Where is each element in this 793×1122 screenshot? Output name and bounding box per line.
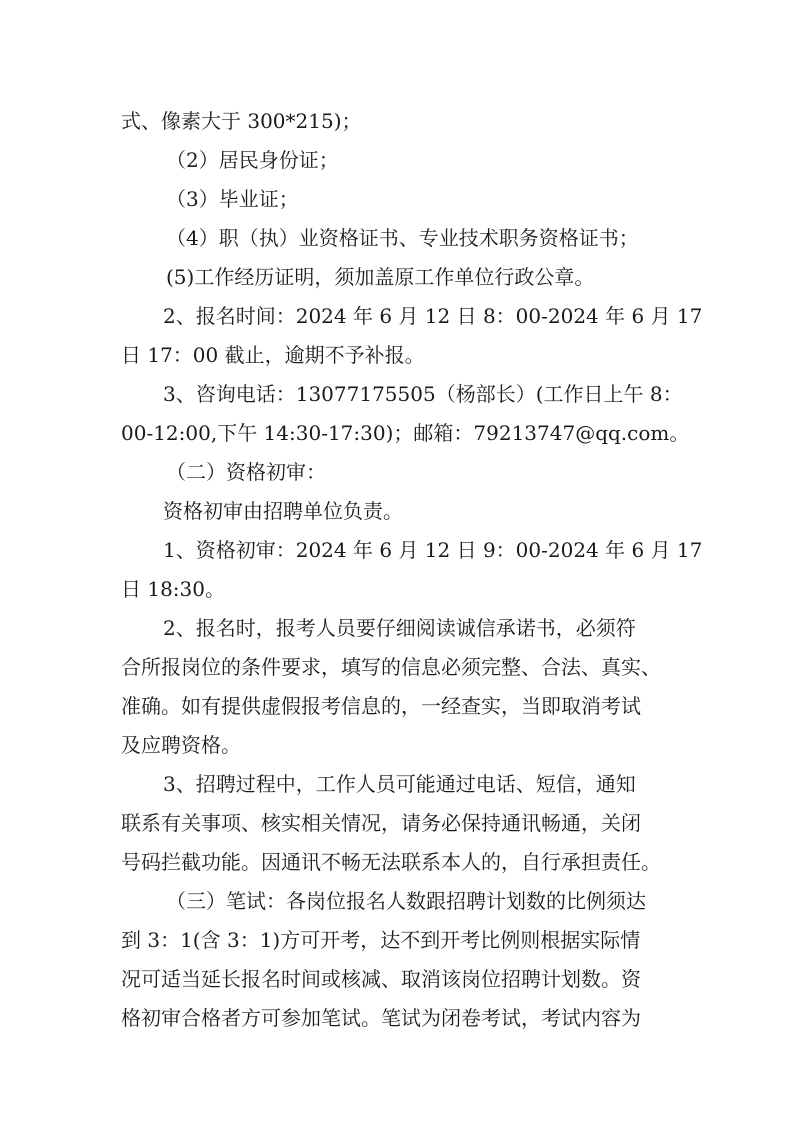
section-heading: （二）资格初审：	[166, 460, 326, 484]
text-line: 2、报名时，报考人员要仔细阅读诚信承诺书，必须符	[163, 616, 636, 640]
text-line: 式、像素大于 300*215)；	[121, 109, 362, 133]
text-line: 日 18:30。	[121, 577, 225, 601]
text-line: （4）职（执）业资格证书、专业技术职务资格证书；	[166, 226, 639, 250]
text-line: 合所报岗位的条件要求，填写的信息必须完整、合法、真实、	[121, 655, 661, 679]
text-line: 格初审合格者方可参加笔试。笔试为闭卷考试，考试内容为	[121, 1006, 641, 1030]
text-line: 2、报名时间：2024 年 6 月 12 日 8：00-2024 年 6 月 17	[163, 304, 703, 328]
text-line: 3、咨询电话：13077175505（杨部长）(工作日上午 8：	[163, 382, 683, 406]
text-line: 及应聘资格。	[121, 733, 241, 757]
text-line: 联系有关事项、核实相关情况，请务必保持通讯畅通，关闭	[121, 811, 641, 835]
text-line: 1、资格初审：2024 年 6 月 12 日 9：00-2024 年 6 月 17	[163, 538, 703, 562]
text-line: 日 17：00 截止，逾期不予补报。	[121, 343, 425, 367]
section-heading: （三）笔试：各岗位报名人数跟招聘计划数的比例须达	[166, 889, 646, 913]
text-line: 00-12:00,下午 14:30-17:30)；邮箱：79213747@qq.com。	[121, 421, 690, 445]
text-line: 号码拦截功能。因通讯不畅无法联系本人的，自行承担责任。	[121, 850, 661, 874]
text-line: 资格初审由招聘单位负责。	[163, 499, 403, 523]
text-line: 3、招聘过程中，工作人员可能通过电话、短信，通知	[163, 772, 636, 796]
text-line: 况可适当延长报名时间或核减、取消该岗位招聘计划数。资	[121, 967, 641, 991]
text-line: 到 3：1(含 3：1)方可开考，达不到开考比例则根据实际情	[121, 928, 641, 952]
text-line: （3）毕业证；	[166, 187, 299, 211]
text-line: (5)工作经历证明，须加盖原工作单位行政公章。	[166, 265, 595, 289]
text-line: （2）居民身份证；	[166, 148, 339, 172]
text-line: 准确。如有提供虚假报考信息的，一经查实，当即取消考试	[121, 694, 641, 718]
